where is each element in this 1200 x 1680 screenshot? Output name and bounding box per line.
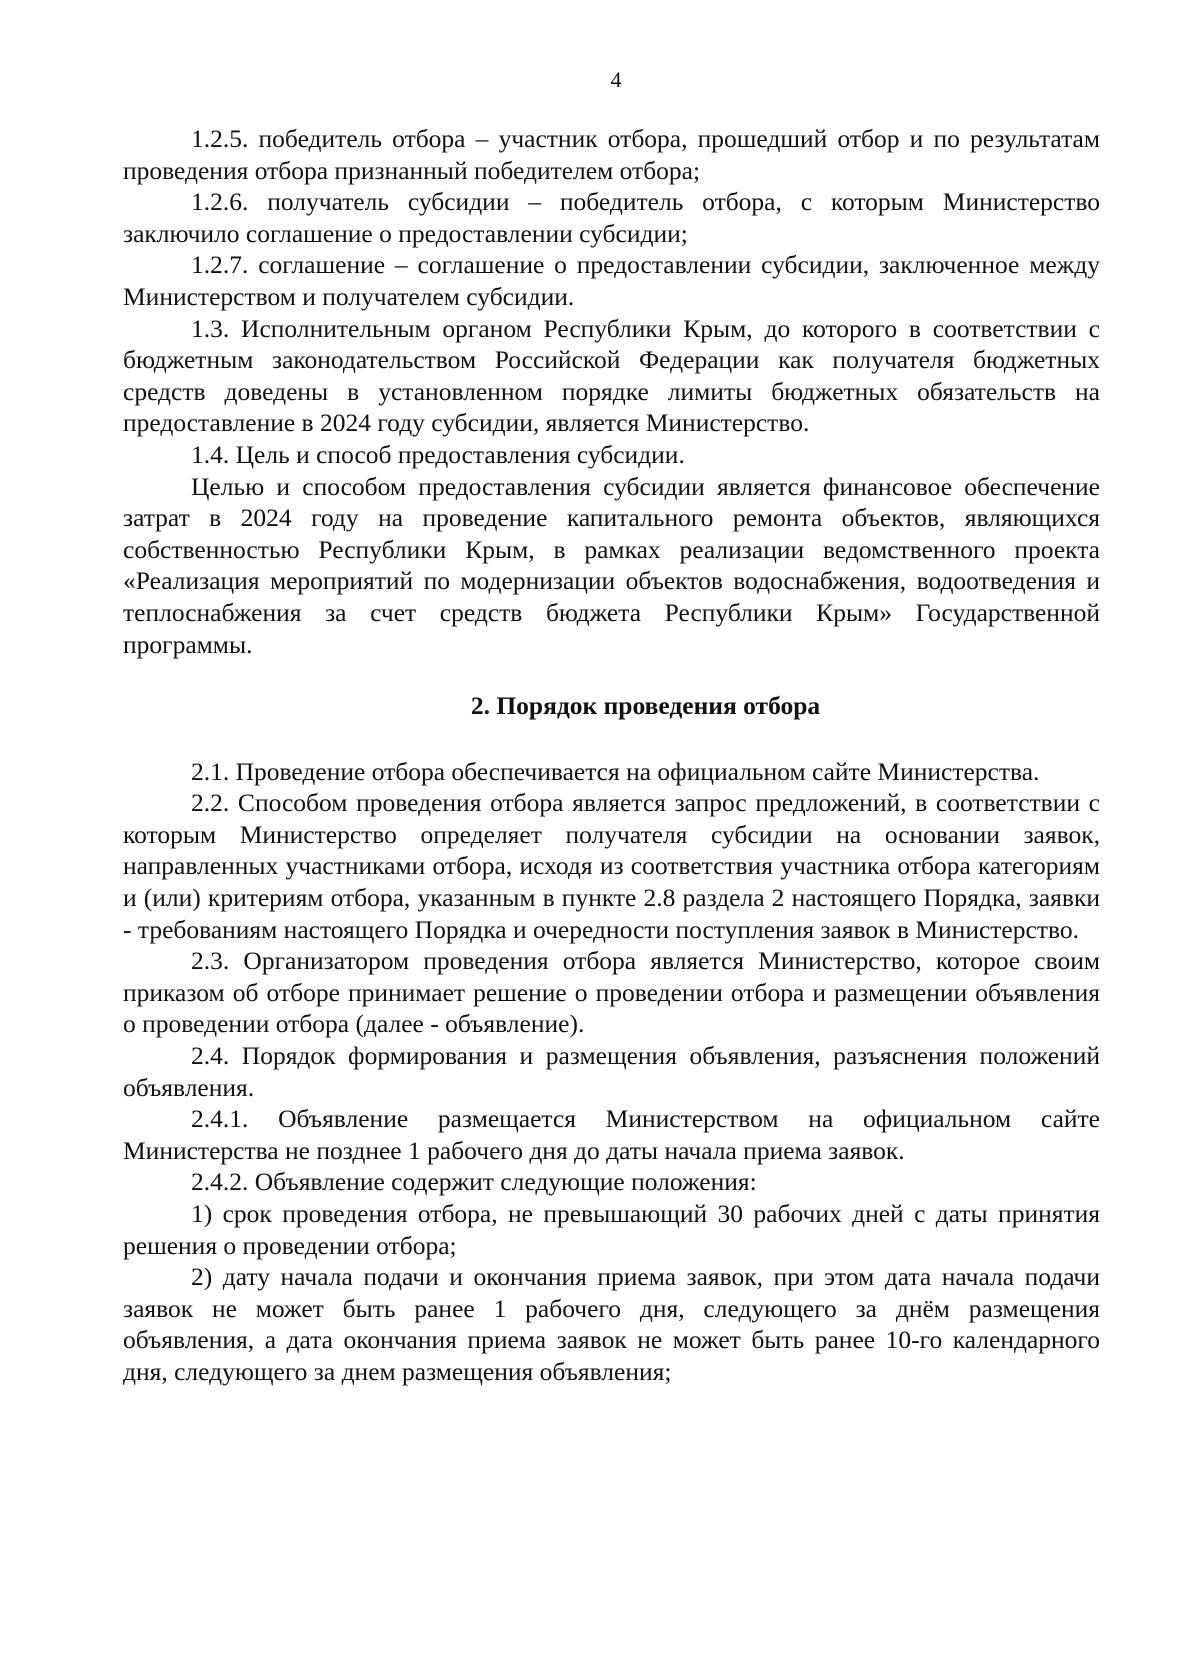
list-item-1: 1) срок проведения отбора, не превышающий 30 рабочих дней с даты принятия решения о проведении отбора; <box>123 1199 1100 1260</box>
paragraph-2-4: 2.4. Порядок формирования и размещения объявления, разъяснения положений объявления. <box>123 1041 1100 1102</box>
paragraph-purpose: Целью и способом предоставления субсидии является финансовое обеспечение затрат в 2024 году на проведение капитального ремонта объектов, являющихся собственностью Республики Крым, в рамках реализации ведомственного проекта «Реализация мероприятий по модернизации объектов водоснабжения, водоотведения и теплоснабжения за счет средств бюджета Республики Крым» Государственной программы. <box>123 471 1100 659</box>
paragraph-2-2: 2.2. Способом проведения отбора является запрос предложений, в соответствии с которым Министерство определяет получателя субсидии на основании заявок, направленных участниками отбора, исходя из соответствия участника отбора категориям и (или) критериям отбора, указанным в пункте 2.8 раздела 2 настоящего Порядка, заявки - требованиям настоящего Порядка и очередности поступления заявок в Министерство. <box>123 788 1100 944</box>
page-number: 4 <box>610 67 622 92</box>
spacer <box>123 722 1100 756</box>
paragraph-2-4-2: 2.4.2. Объявление содержит следующие положения: <box>191 1167 757 1197</box>
paragraph-1-4: 1.4. Цель и способ предоставления субсидии. <box>191 439 685 469</box>
paragraph-1-2-6: 1.2.6. получатель субсидии – победитель отбора, с которым Министерство заключило соглашение о предоставлении субсидии; <box>123 187 1100 248</box>
document-body <box>123 123 1100 1388</box>
spacer <box>123 660 1100 690</box>
paragraph-1-2-7: 1.2.7. соглашение – соглашение о предоставлении субсидии, заключенное между Министерством и получателем субсидии. <box>123 250 1100 311</box>
paragraph-2-4-1: 2.4.1. Объявление размещается Министерством на официальном сайте Министерства не позднее 1 рабочего дня до даты начала приема заявок. <box>123 1104 1100 1165</box>
paragraph-1-3: 1.3. Исполнительным органом Республики Крым, до которого в соответствии с бюджетным законодательством Российской Федерации как получателя бюджетных средств доведены в установленном порядке лимиты бюджетных обязательств на предоставление в 2024 году субсидии, является Министерство. <box>123 313 1100 438</box>
paragraph-2-3: 2.3. Организатором проведения отбора является Министерство, которое своим приказом об отборе принимает решение о проведении отбора и размещении объявления о проведении отбора (далее - объявление). <box>123 946 1100 1039</box>
paragraph-2-1: 2.1. Проведение отбора обеспечивается на официальном сайте Министерства. <box>191 756 1040 786</box>
paragraph-1-2-5: 1.2.5. победитель отбора – участник отбора, прошедший отбор и по результатам проведения отбора признанный победителем отбора; <box>123 124 1100 185</box>
section-heading: 2. Порядок проведения отбора <box>470 691 821 721</box>
list-item-2: 2) дату начала подачи и окончания приема заявок, при этом дата начала подачи заявок не может быть ранее 1 рабочего дня, следующего за днём размещения объявления, а дата окончания приема заявок не может быть ранее 10-го календарного дня, следующего за днем размещения объявления; <box>123 1262 1100 1386</box>
